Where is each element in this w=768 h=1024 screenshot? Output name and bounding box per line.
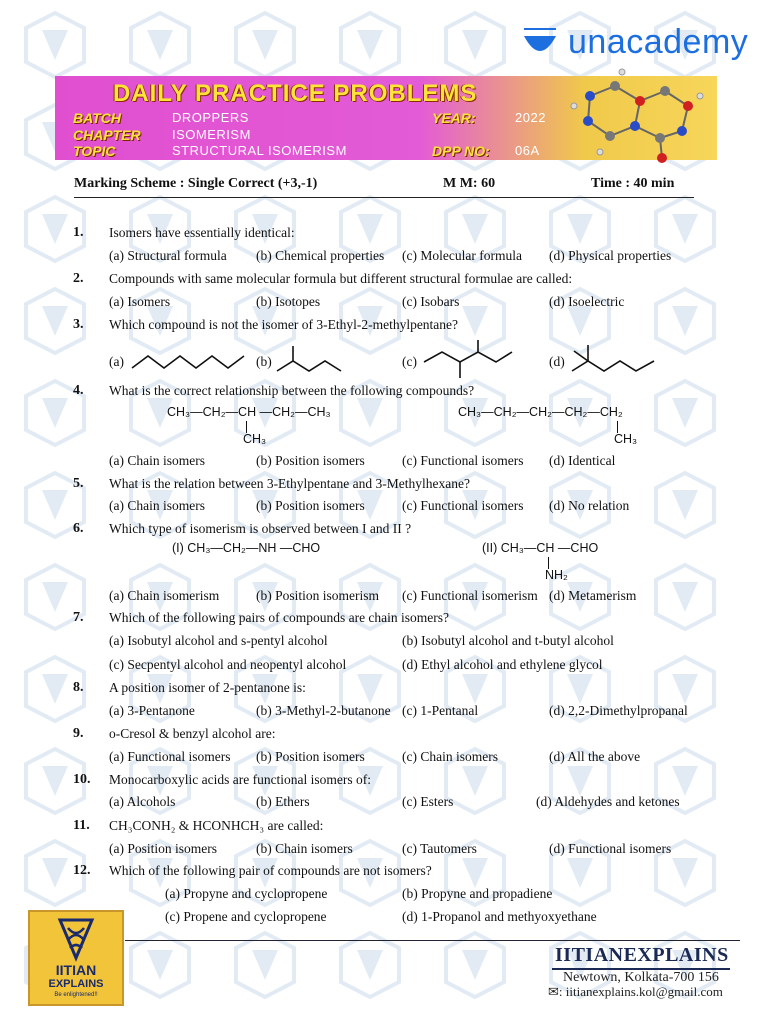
watermark-logo-icon	[440, 10, 510, 80]
batch-value: DROPPERS	[172, 110, 249, 125]
option-d: (d)	[549, 354, 565, 369]
question-text: Monocarboxylic acids are functional isomers of:	[109, 772, 372, 787]
question-number: 11.	[73, 818, 90, 833]
banner-title: DAILY PRACTICE PROBLEMS	[113, 80, 478, 107]
compound-i: (I) CH₃—CH₂—NH —CHO	[172, 541, 321, 555]
question-text: Which type of isomerism is observed between I and II ?	[109, 521, 412, 536]
watermark-logo-icon	[125, 10, 195, 80]
question-text: Isomers have essentially identical:	[109, 225, 295, 240]
question-number: 8.	[73, 680, 84, 695]
question-number: 5.	[73, 476, 84, 491]
option-d: (d) Isoelectric	[549, 294, 625, 309]
option-b: (b) Chemical properties	[256, 248, 385, 263]
logo-tagline: Be enlightened!!	[54, 992, 98, 998]
option-c: (c) Propene and cyclopropene	[165, 909, 327, 924]
chapter-value: ISOMERISM	[172, 127, 251, 142]
option-b: (b) Position isomers	[256, 498, 365, 513]
compound-2-main-chain: CH₃—CH₂—CH₂—CH₂—CH₂	[458, 405, 623, 419]
question-number: 10.	[73, 772, 91, 787]
question-number: 12.	[73, 863, 91, 878]
option-b: (b) Propyne and propadiene	[402, 886, 553, 901]
option-a: (a) Isobutyl alcohol and s-pentyl alcohol	[109, 633, 328, 648]
option-b: (b) Isotopes	[256, 294, 321, 309]
max-marks: M M: 60	[443, 176, 496, 191]
question-text: CH₃CONH₂ & HCONHCH₃ are called:	[109, 818, 324, 833]
option-c: (c) Esters	[402, 794, 454, 809]
option-c: (c) Molecular formula	[402, 248, 522, 263]
option-d: (d) Physical properties	[549, 248, 672, 263]
watermark-logo-icon	[335, 10, 405, 80]
compound-1-main-chain: CH₃—CH₂—CH —CH₂—CH₃	[167, 405, 331, 419]
question-number: 2.	[73, 271, 84, 286]
question-text: o-Cresol & benzyl alcohol are:	[109, 726, 276, 741]
question-text: Compounds with same molecular formula but different structural formulae are called:	[109, 271, 573, 286]
skeletal-structure-b	[275, 343, 345, 379]
year-label: YEAR:	[432, 110, 476, 126]
option-a: (a) Chain isomerism	[109, 588, 220, 603]
dpp-label: DPP NO:	[432, 143, 490, 159]
skeletal-structure-a	[130, 348, 250, 374]
question-number: 3.	[73, 317, 84, 332]
watermark-logo-icon	[230, 10, 300, 80]
option-d: (d) Identical	[549, 453, 616, 468]
iitianexplains-logo	[28, 910, 124, 1006]
chapter-label: CHAPTER	[73, 127, 141, 143]
unacademy-icon	[520, 22, 560, 62]
dna-icon	[30, 914, 122, 962]
batch-label: BATCH	[73, 110, 121, 126]
option-d: (d) 1-Propanol and methyoxyethane	[402, 909, 597, 924]
footer-email: ✉: iitianexplains.kol@gmail.com	[548, 984, 723, 999]
footer-address: Newtown, Kolkata-700 156	[563, 970, 719, 985]
unacademy-logo	[520, 22, 748, 62]
option-a: (a) 3-Pentanone	[109, 703, 195, 718]
compound-1-branch: CH₃	[243, 432, 267, 446]
option-a: (a) Propyne and cyclopropene	[165, 886, 328, 901]
dpp-value: 06A	[515, 143, 540, 158]
option-b: (b) Ethers	[256, 794, 310, 809]
option-b: (b) Position isomers	[256, 749, 365, 764]
molecule-illustration	[560, 66, 710, 166]
option-c: (c) Chain isomers	[402, 749, 498, 764]
option-a: (a) Chain isomers	[109, 453, 205, 468]
option-a: (a) Chain isomers	[109, 498, 205, 513]
option-d: (d) Aldehydes and ketones	[536, 794, 680, 809]
option-b: (b) Position isomerism	[256, 588, 380, 603]
logo-line-1: IITIAN	[55, 962, 97, 978]
footer-brand: IITIANEXPLAINS	[555, 944, 729, 966]
compound-2-branch: CH₃	[614, 432, 638, 446]
watermark-logo-icon	[650, 286, 720, 356]
option-c: (c) Functional isomers	[402, 453, 524, 468]
option-d: (d) 2,2-Dimethylpropanal	[549, 703, 688, 718]
skeletal-structure-d	[568, 341, 660, 379]
logo-line-2: EXPLAINS	[48, 978, 104, 990]
option-c: (c) Functional isomerism	[402, 588, 538, 603]
option-c: (c) Secpentyl alcohol and neopentyl alcohol	[109, 657, 347, 672]
footer-divider	[125, 940, 740, 941]
question-number: 6.	[73, 521, 84, 536]
option-c: (c) Isobars	[402, 294, 460, 309]
question-number: 7.	[73, 610, 84, 625]
watermark-logo-icon	[650, 470, 720, 540]
option-b: (b)	[256, 354, 272, 369]
question-number: 4.	[73, 383, 84, 398]
compound-ii-main-chain: (II) CH₃—CH —CHO	[482, 541, 599, 555]
time-limit: Time : 40 min	[591, 176, 675, 191]
marking-scheme: Marking Scheme : Single Correct (+3,-1)	[74, 176, 318, 191]
compound-ii-branch: NH₂	[545, 568, 568, 582]
question-text: What is the correct relationship between the following compounds?	[109, 383, 475, 398]
watermark-logo-icon	[650, 378, 720, 448]
scheme-divider	[74, 197, 694, 198]
option-a: (a) Alcohols	[109, 794, 176, 809]
option-c: (c)	[402, 354, 417, 369]
question-text: Which compound is not the isomer of 3-Ethyl-2-methylpentane?	[109, 317, 459, 332]
option-c: (c) Tautomers	[402, 841, 477, 856]
option-b: (b) 3-Methyl-2-butanone	[256, 703, 391, 718]
option-d: (d) Functional isomers	[549, 841, 672, 856]
option-a: (a) Structural formula	[109, 248, 227, 263]
brand-name: unacademy	[568, 22, 749, 61]
option-b: (b) Chain isomers	[256, 841, 353, 856]
question-text: A position isomer of 2-pentanone is:	[109, 680, 306, 695]
option-a: (a)	[109, 354, 124, 369]
watermark-logo-icon	[650, 562, 720, 632]
option-a: (a) Functional isomers	[109, 749, 231, 764]
option-b: (b) Position isomers	[256, 453, 365, 468]
watermark-logo-icon	[20, 10, 90, 80]
question-text: Which of the following pair of compounds are not isomers?	[109, 863, 432, 878]
option-d: (d) Ethyl alcohol and ethylene glycol	[402, 657, 603, 672]
skeletal-structure-c	[420, 338, 515, 382]
option-b: (b) Isobutyl alcohol and t-butyl alcohol	[402, 633, 614, 648]
option-d: (d) No relation	[549, 498, 630, 513]
topic-value: STRUCTURAL ISOMERISM	[172, 143, 347, 158]
option-c: (c) 1-Pentanal	[402, 703, 479, 718]
question-text: What is the relation between 3-Ethylpentane and 3-Methylhexane?	[109, 476, 470, 491]
question-number: 9.	[73, 726, 84, 741]
option-c: (c) Functional isomers	[402, 498, 524, 513]
option-a: (a) Isomers	[109, 294, 171, 309]
topic-label: TOPIC	[73, 143, 116, 159]
option-a: (a) Position isomers	[109, 841, 217, 856]
option-d: (d) Metamerism	[549, 588, 637, 603]
option-d: (d) All the above	[549, 749, 641, 764]
year-value: 2022	[515, 110, 546, 125]
question-number: 1.	[73, 225, 84, 240]
question-text: Which of the following pairs of compounds are chain isomers?	[109, 610, 450, 625]
